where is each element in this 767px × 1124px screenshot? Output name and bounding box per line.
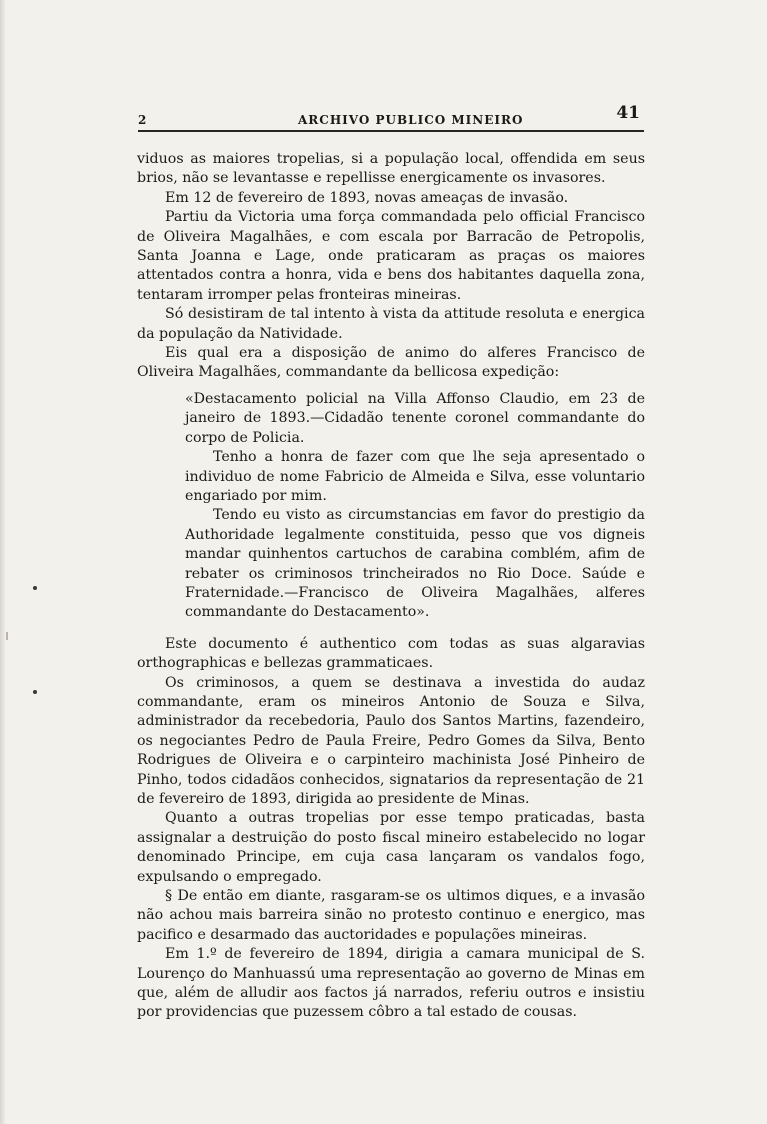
paragraph: Os criminosos, a quem se destinava a investida do audaz commandante, eram os mineiros Antonio de Souza e Silva, administrador da recebedoria, Paulo dos Santos Martins, fazendeiro, os negociantes Pedro de Paula Freire, Pedro Gomes da Silva, Bento Rodrigues de Oliveira e o carpinteiro machinista José Pinheiro de Pinho, todos cidadãos conhecidos, signatarios da representação de 21 de fevereiro de 1893, dirigida ao presidente de Minas. <box>137 674 645 807</box>
ink-speck <box>33 690 37 694</box>
page-number: 41 <box>616 103 640 123</box>
body-text <box>137 150 645 1023</box>
page-edge-shadow <box>0 0 6 1124</box>
quote-paragraph: Tendo eu visto as circumstancias em favor do prestigio da Authoridade legalmente constituida, pesso que vos digneis mandar quinhentos cartuchos de carabina comblém, afim de rebater os criminosos trincheirados no Rio Doce. Saúde e Fraternidade.—Francisco de Oliveira Magalhães, alferes commandante do Destacamento». <box>185 507 645 621</box>
running-title: ARCHIVO PUBLICO MINEIRO <box>298 113 524 127</box>
paragraph: Em 1.º de fevereiro de 1894, dirigia a camara municipal de S. Lourenço do Manhuassú uma representação ao governo de Minas em que, além de alludir aos factos já narrados, referiu outros e insistiu por providencias que puzessem côbro a tal estado de cousas. <box>137 946 645 1021</box>
paper-speck <box>6 632 8 640</box>
paragraph: Este documento é authentico com todas as suas algaravias orthographicas e bellezas grammaticaes. <box>137 635 645 672</box>
paragraph: viduos as maiores tropelias, si a população local, offendida em seus brios, não se levantasse e repellisse energicamente os invasores. <box>137 151 645 187</box>
paragraph: Partiu da Victoria uma força commandada pelo official Francisco de Oliveira Magalhães, e com escala por Barracão de Petropolis, Santa Joanna e Lage, onde praticaram as praças os maiores attentados contra a honra, vida e bens dos habitantes daquella zona, tentaram irromper pelas fronteiras mineiras. <box>137 209 645 303</box>
header-rule <box>138 130 644 132</box>
quote-paragraph: «Destacamento policial na Villa Affonso Claudio, em 23 de janeiro de 1893.—Cidadão tenente coronel commandante do corpo de Policia. <box>185 390 645 446</box>
paragraph: Quanto a outras tropelias por esse tempo praticadas, basta assignalar a destruição do posto fiscal mineiro estabelecido no logar denominado Principe, em cuja casa lançaram os vandalos fogo, expulsando o empregado. <box>137 810 645 885</box>
ink-speck <box>33 586 37 590</box>
quoted-document <box>185 390 645 623</box>
paragraph: Só desistiram de tal intento à vista da attitude resoluta e energica da população da Natividade. <box>137 306 645 342</box>
paragraph: § De então em diante, rasgaram-se os ultimos diques, e a invasão não achou mais barreira sinão no protesto continuo e energico, mas pacifico e desarmado das auctoridades e populações mineiras. <box>137 888 645 943</box>
signature-mark: 2 <box>138 113 147 127</box>
quote-paragraph: Tenho a honra de fazer com que lhe seja apresentado o individuo de nome Fabricio de Almeida e Silva, esse voluntario engariado por mim. <box>185 449 645 504</box>
paragraph: Em 12 de fevereiro de 1893, novas ameaças de invasão. <box>165 189 569 206</box>
paragraph: Eis qual era a disposição de animo do alferes Francisco de Oliveira Magalhães, commandante da bellicosa expedição: <box>137 345 645 381</box>
running-header <box>138 103 644 133</box>
